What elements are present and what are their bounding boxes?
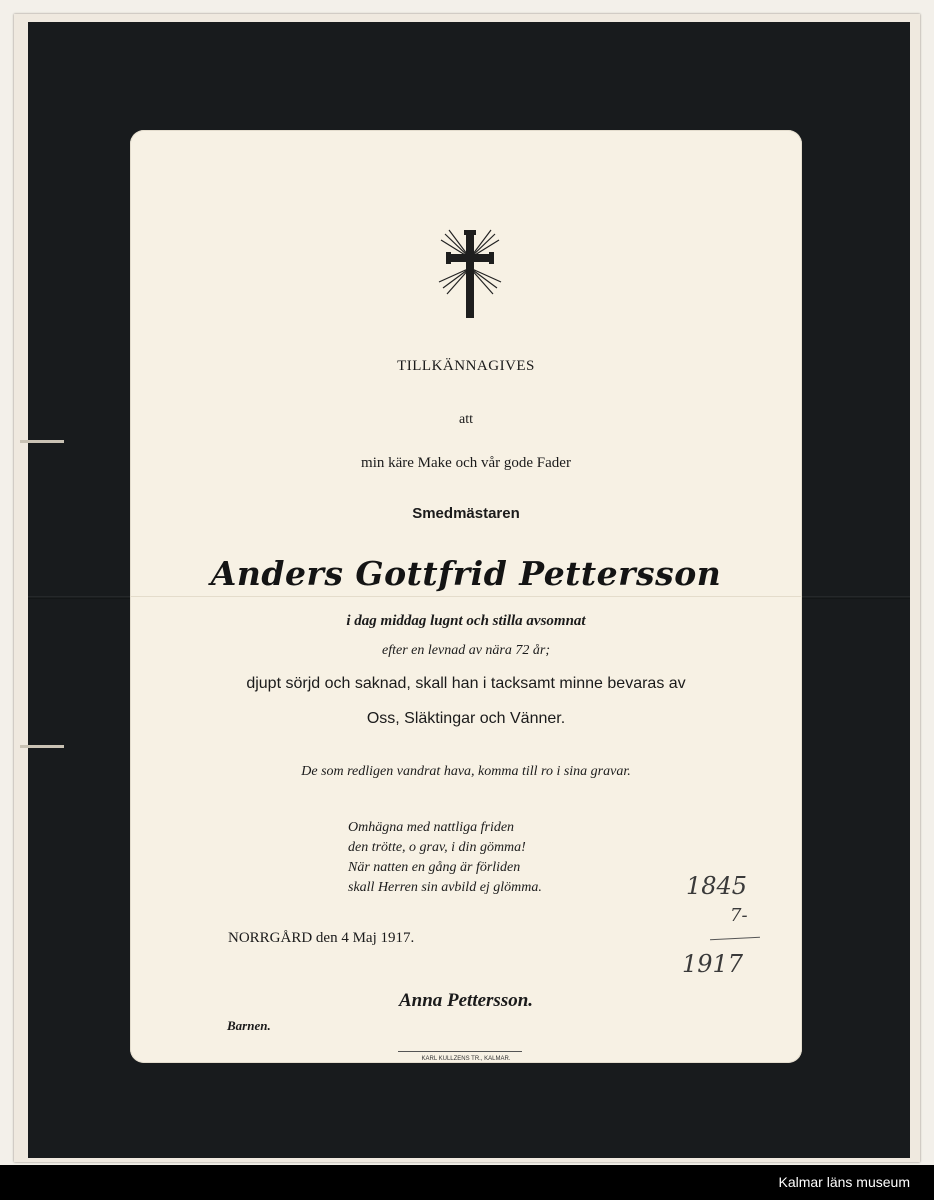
paper-tear bbox=[20, 745, 64, 748]
printer-rule bbox=[398, 1051, 522, 1052]
handwritten-death-year: 1917 bbox=[682, 950, 744, 978]
museum-credit: Kalmar läns museum bbox=[778, 1174, 910, 1190]
handwritten-mark: 7- bbox=[730, 905, 748, 926]
notice-heading: TILLKÄNNAGIVES bbox=[397, 358, 535, 374]
deceased-name: Anders Gottfrid Pettersson bbox=[210, 554, 722, 593]
card-fold bbox=[130, 596, 802, 597]
notice-line-1: i dag middag lugnt och stilla avsomnat bbox=[346, 613, 586, 629]
children-signature: Barnen. bbox=[227, 1018, 271, 1033]
handwritten-rule bbox=[710, 937, 760, 941]
notice-line-4: Oss, Släktingar och Vänner. bbox=[366, 710, 566, 727]
verse-line: Omhägna med nattliga friden bbox=[348, 820, 515, 835]
notice-relation: min käre Make och vår gode Fader bbox=[361, 455, 571, 471]
printer-imprint: KARL KULLZENS TR., KALMAR. bbox=[421, 1056, 511, 1062]
notice-line-2: efter en levnad av nära 72 år; bbox=[382, 643, 550, 658]
place-date: NORRGÅRD den 4 Maj 1917. bbox=[228, 930, 415, 946]
verse-line: skall Herren sin avbild ej glömma. bbox=[348, 880, 542, 895]
notice-quote: De som redligen vandrat hava, komma till ro i sina gravar. bbox=[301, 764, 631, 779]
notice-att: att bbox=[459, 412, 473, 427]
notice-card bbox=[130, 130, 802, 1063]
verse-line: När natten en gång är förliden bbox=[348, 860, 521, 875]
signature: Anna Pettersson. bbox=[398, 990, 534, 1011]
cross-with-rays-icon bbox=[435, 228, 505, 320]
verse bbox=[348, 818, 542, 898]
handwritten-birth-year: 1845 bbox=[686, 872, 748, 900]
notice-line-3: djupt sörjd och saknad, skall han i tacksamt minne bevaras av bbox=[246, 675, 686, 692]
paper-tear bbox=[20, 440, 64, 443]
deceased-title: Smedmästaren bbox=[412, 505, 520, 522]
verse-line: den trötte, o grav, i din gömma! bbox=[348, 840, 526, 855]
footer-bar bbox=[0, 1165, 934, 1200]
